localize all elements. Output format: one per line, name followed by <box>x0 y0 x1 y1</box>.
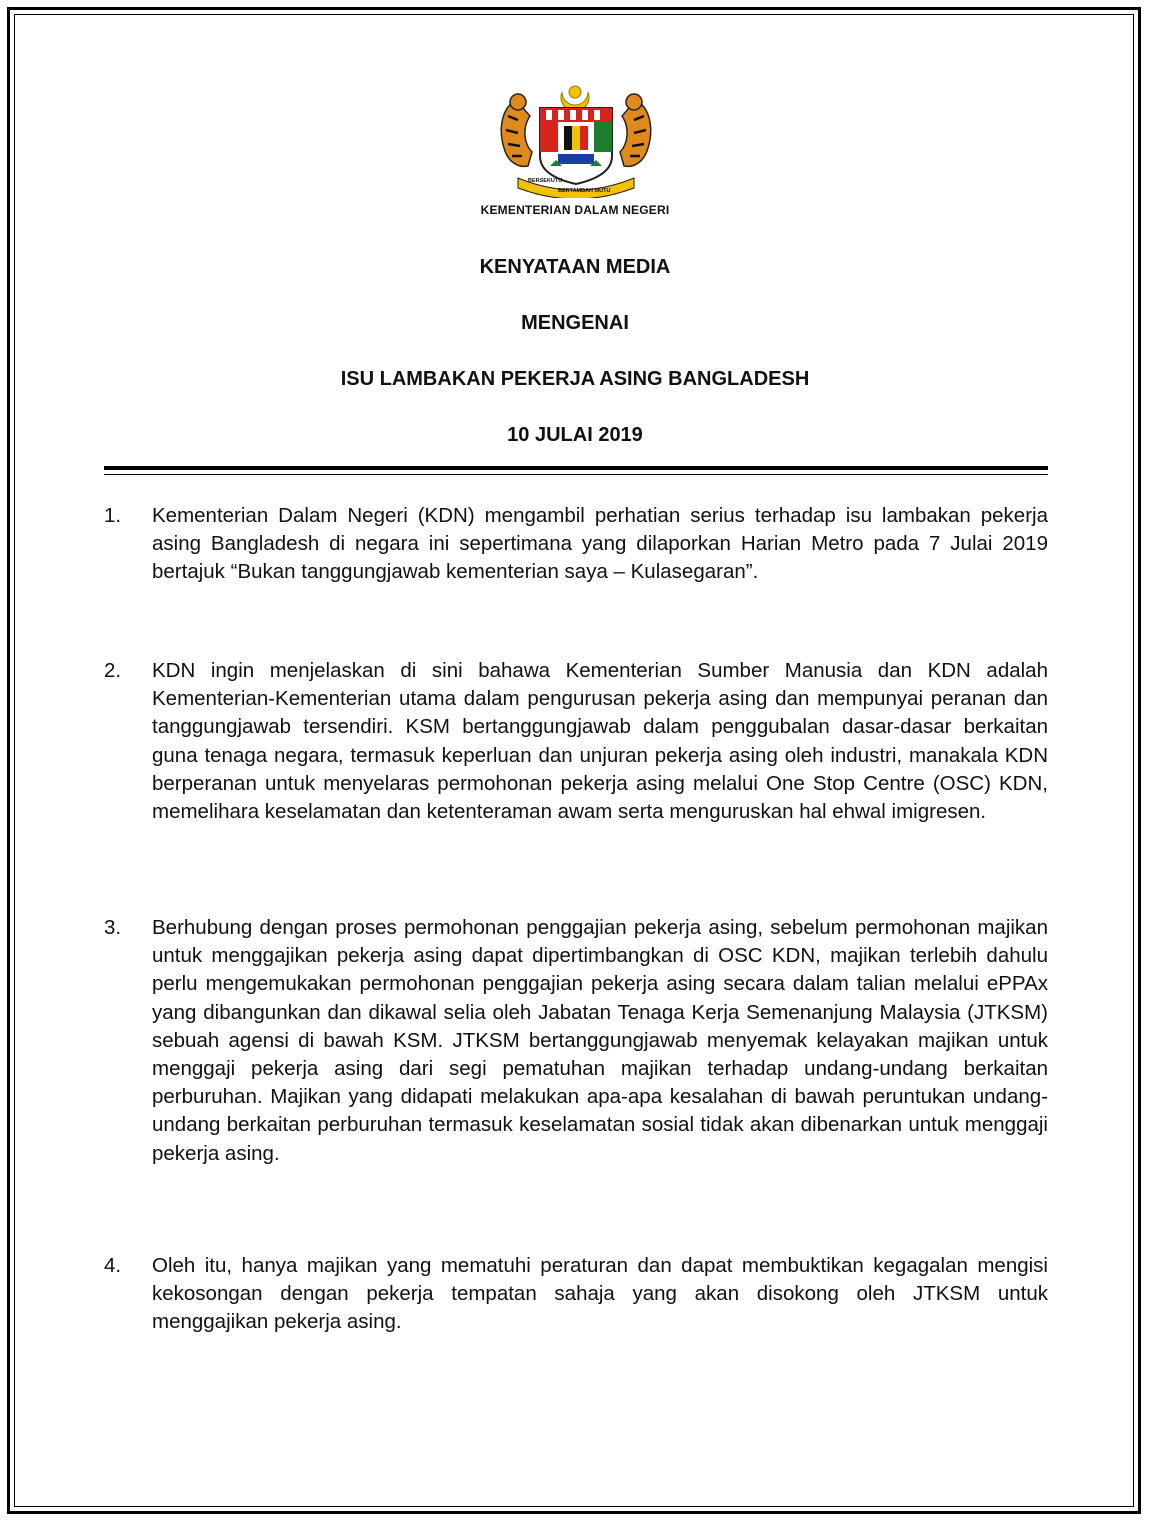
paragraph-number: 3. <box>104 916 122 939</box>
document-subtitle-prefix: MENGENAI <box>521 312 629 334</box>
paragraph <box>104 657 1048 826</box>
coat-of-arms-logo <box>488 82 664 198</box>
paragraph-number: 1. <box>104 504 122 527</box>
shield-icon <box>540 108 612 184</box>
paragraph-text: KDN ingin menjelaskan di sini bahawa Kementerian Sumber Manusia dan KDN adalah Kementerian-Kementerian utama dalam pengurusan pekerja asing dan mempunyai peranan dan tanggungjawab tersendiri. KSM bertanggungjawab dalam penggubalan dasar-dasar berkaitan guna tenaga negara, termasuk keperluan dan unjuran pekerja asing oleh industri, manakala KDN berperanan untuk menyelaras permohonan pekerja asing melalui One Stop Centre (OSC) KDN, memelihara keselamatan dan ketenteraman awam serta menguruskan hal ehwal imigresen. <box>152 659 1048 824</box>
svg-text:BERSEKUTU: BERSEKUTU <box>528 178 563 184</box>
right-tiger-icon <box>620 94 651 166</box>
paragraph <box>104 1252 1048 1337</box>
paragraph <box>104 502 1048 587</box>
header-divider-thick <box>104 466 1048 470</box>
svg-text:BERTAMBAH MUTU: BERTAMBAH MUTU <box>558 188 611 194</box>
paragraph-text: Oleh itu, hanya majikan yang mematuhi peraturan dan dapat membuktikan kegagalan mengisi kekosongan dengan pekerja tempatan sahaja yang akan disokong oleh JTKSM untuk menggajikan pekerja asing. <box>152 1254 1048 1334</box>
document-date: 10 JULAI 2019 <box>507 424 643 446</box>
paragraph <box>104 914 1048 1168</box>
ministry-name: KEMENTERIAN DALAM NEGERI <box>480 203 670 217</box>
document-subject: ISU LAMBAKAN PEKERJA ASING BANGLADESH <box>340 368 810 390</box>
paragraph-text: Kementerian Dalam Negeri (KDN) mengambil perhatian serius terhadap isu lambakan pekerja asing Bangladesh di negara ini sepertimana yang dilaporkan Harian Metro pada 7 Julai 2019 bertajuk “Bukan tanggungjawab kementerian saya – Kulasegaran”. <box>152 504 1048 584</box>
left-tiger-icon <box>501 94 532 166</box>
header-divider-thin <box>104 474 1048 475</box>
paragraph-text: Berhubung dengan proses permohonan penggajian pekerja asing, sebelum permohonan majikan untuk menggajikan pekerja asing dapat dipertimbangkan di OSC KDN, majikan terlebih dahulu perlu mengemukakan permohonan penggajian pekerja asing secara dalam talian melalui ePPAx yang dibangunkan dan dikawal selia oleh Jabatan Tenaga Kerja Semenanjung Malaysia (JTKSM) sebuah agensi di bawah KSM. JTKSM bertanggungjawab menyemak kelayakan majikan untuk menggaji pekerja asing dari segi pematuhan majikan terhadap undang-undang berkaitan perburuhan. Majikan yang didapati melakukan apa-apa kesalahan di bawah peruntukan undang-undang berkaitan perburuhan termasuk keselamatan sosial tidak akan dibenarkan untuk menggaji pekerja asing. <box>152 916 1048 1165</box>
paragraph-number: 2. <box>104 659 122 682</box>
paragraph-number: 4. <box>104 1254 122 1277</box>
document-title: KENYATAAN MEDIA <box>479 256 671 278</box>
